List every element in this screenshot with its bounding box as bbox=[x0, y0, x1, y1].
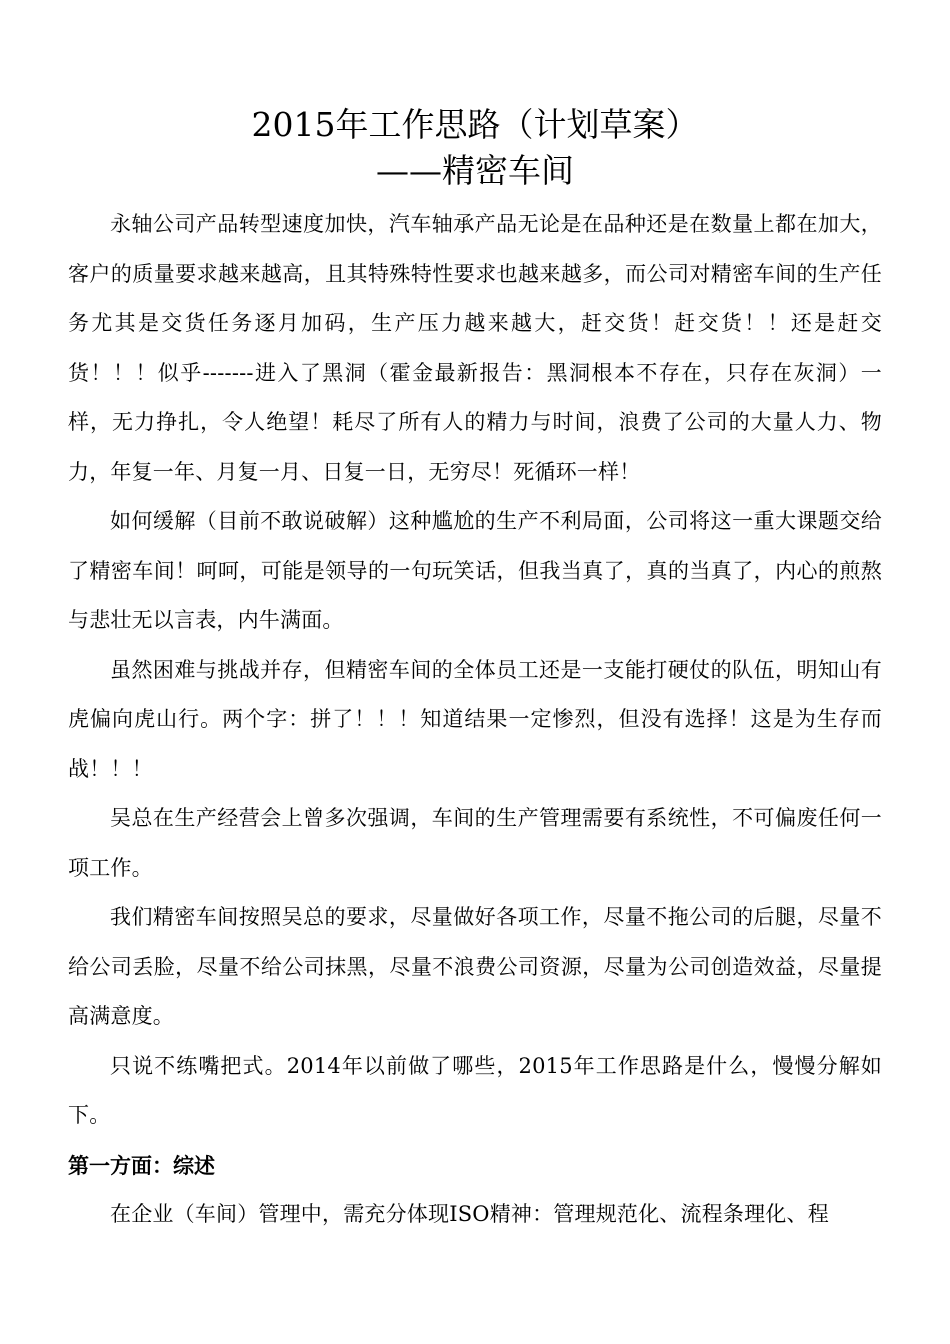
paragraph-1: 永轴公司产品转型速度加快，汽车轴承产品无论是在品种还是在数量上都在加大，客户的质量要求越来越高，且其特殊特性要求也越来越多，而公司对精密车间的生产任务尤其是交货任务逐月加码，生产压力越来越大，赶交货！赶交货！！还是赶交货！！！似乎-------进入了黑洞（霍金最新报告：黑洞根本不存在，只存在灰洞）一样，无力挣扎，令人绝望！耗尽了所有人的精力与时间，浪费了公司的大量人力、物力，年复一年、月复一月、日复一日，无穷尽！死循环一样！ bbox=[68, 212, 882, 484]
paragraph-6: 只说不练嘴把式。2014年以前做了哪些，2015年工作思路是什么，慢慢分解如下。 bbox=[68, 1053, 882, 1127]
paragraph-5: 我们精密车间按照吴总的要求，尽量做好各项工作，尽量不拖公司的后腿，尽量不给公司丢脸，尽量不给公司抹黑，尽量不浪费公司资源，尽量为公司创造效益，尽量提高满意度。 bbox=[68, 905, 882, 1028]
document-subtitle: ——精密车间 bbox=[376, 151, 574, 190]
section-heading-overview: 第一方面：综述 bbox=[68, 1152, 215, 1178]
paragraph-4: 吴总在生产经营会上曾多次强调，车间的生产管理需要有系统性，不可偏废任何一项工作。 bbox=[68, 806, 882, 880]
paragraph-2: 如何缓解（目前不敢说破解）这种尴尬的生产不利局面，公司将这一重大课题交给了精密车间！呵呵，可能是领导的一句玩笑话，但我当真了，真的当真了，内心的煎熬与悲壮无以言表，内牛满面。 bbox=[68, 509, 882, 632]
section-paragraph: 在企业（车间）管理中，需充分体现ISO精神：管理规范化、流程条理化、程 bbox=[110, 1202, 829, 1226]
document-title: 2015年工作思路（计划草案） bbox=[251, 105, 699, 144]
paragraph-3: 虽然困难与挑战并存，但精密车间的全体员工还是一支能打硬仗的队伍，明知山有虎偏向虎山行。两个字：拼了！！！知道结果一定惨烈，但没有选择！这是为生存而战！！！ bbox=[68, 657, 882, 781]
